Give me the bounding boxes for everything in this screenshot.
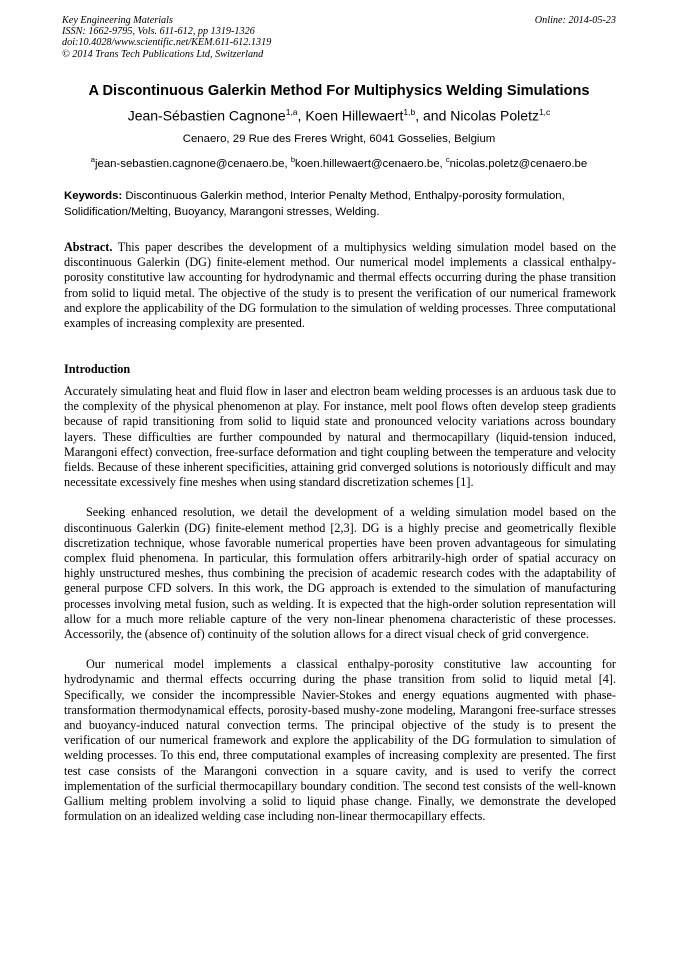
keywords-block [64, 188, 616, 220]
affiliation: Cenaero, 29 Rue des Freres Wright, 6041 Gosselies, Belgium [182, 133, 496, 145]
keywords-label: Keywords: [64, 190, 123, 202]
paragraph: Accurately simulating heat and fluid flow in laser and electron beam welding processes is an arduous task due to the complexity of the physical phenomenon at play. For instance, melt pool flows often develop steep gradients because of rapid transitioning from solid to liquid state and pronounced velocity variations across boundary layers. These difficulties are further compounded by natural and thermocapillary (liquid-tension induced, Marangoni effect) convection, free-surface deformation and tight coupling between the temperature and velocity fields. Because of these inherent specificities, attaining grid converged solutions is notoriously difficult and may necessitate excessively fine meshes when using standard discretization schemes [1]. [64, 384, 616, 490]
doi-line: doi:10.4028/www.scientific.net/KEM.611-612.1319 [62, 37, 272, 49]
introduction-body [64, 384, 616, 824]
author-affiliation-marker: 1,b [403, 107, 416, 117]
email-link[interactable]: jean-sebastien.cagnone@cenaero.be [94, 157, 285, 170]
journal-header [62, 15, 616, 60]
email-list [40, 155, 638, 170]
journal-name: Key Engineering Materials [62, 15, 173, 26]
author-affiliation-marker: 1,c [538, 107, 551, 117]
author-list [40, 107, 638, 124]
abstract-block [64, 240, 616, 331]
paper-title: A Discontinuous Galerkin Method For Multiphysics Welding Simulations [88, 83, 590, 99]
author-name: Koen Hillewaert [305, 107, 404, 124]
author-name: Nicolas Poletz [450, 107, 539, 124]
author-name: Jean-Sébastien Cagnone [127, 107, 286, 124]
section-heading-introduction: Introduction [64, 362, 131, 376]
keywords-text: Discontinuous Galerkin method, Interior Penalty Method, Enthalpy-porosity formulation, Solidification/Melting, Buoyancy, Marangoni stresses, Welding. [64, 190, 565, 218]
email-link[interactable]: koen.hillewaert@cenaero.be [295, 157, 440, 170]
online-date: Online: 2014-05-23 [534, 15, 616, 26]
author-affiliation-marker: 1,a [285, 107, 298, 117]
email-marker: a [90, 155, 95, 164]
email-marker: b [290, 155, 295, 164]
issn-line: ISSN: 1662-9795, Vols. 611-612, pp 1319-1326 [62, 26, 255, 38]
email-link[interactable]: nicolas.poletz@cenaero.be [449, 157, 588, 170]
paragraph: Our numerical model implements a classical enthalpy-porosity constitutive law accounting for hydrodynamic and thermal effects occurring during the phase transition from solid to liquid metal [4]. Specifically, we consider the incompressible Navier-Stokes and energy equations augmented with phase-transformation thermodynamical effects, porosity-based mushy-zone modeling, Marangoni free-surface stresses and buoyancy-induced natural convection terms. The principal objective of the study is to present the verification of our numerical framework and explore the applicability of the DG formulation to simulation of welding processes. To this end, three computational examples of increasing complexity are presented. The first test case consists of the Marangoni convection in a square cavity, and is used to verify the correct implementation of the surficial thermocapillary boundary condition. The second test consists of the well-known Gallium melting problem involving a solid to liquid phase change. Finally, we demonstrate the developed formulation on an idealized welding case including non-linear thermocapillary effects. [64, 657, 616, 824]
email-separator: , [439, 157, 446, 170]
email-separator: , [284, 157, 291, 170]
email-marker: c [445, 155, 450, 164]
abstract-label: Abstract. [64, 240, 113, 254]
paragraph: Seeking enhanced resolution, we detail the development of a welding simulation model based on the discontinuous Galerkin (DG) finite-element method [2,3]. DG is a highly precise and geometrically flexible discretization technique, whose favorable numerical properties have been proven advantageous for simulating complex fluid phenomena. In particular, this formulation offers arbitrarily-high order of spatial accuracy on highly unstructured meshes, thus combining the precision of academic research codes with the adaptability of general purpose CFD solvers. In this work, the DG approach is extended to the simulation of manufacturing processes involving metal fusion, such as welding. It is expected that the high-order solution representation will allow for a much more reliable capture of the very non-linear phenomena characteristic of these processes. Accessorily, the (absence of) continuity of the solution allows for a direct visual check of grid convergence. [64, 505, 616, 642]
author-separator: , [297, 107, 306, 124]
author-separator: , and [415, 107, 451, 124]
copyright-line: © 2014 Trans Tech Publications Ltd, Switzerland [62, 48, 264, 60]
abstract-text: This paper describes the development of a multiphysics welding simulation model based on the discontinuous Galerkin (DG) finite-element method. Our numerical model implements a classical enthalpy-porosity constitutive law accounting for hydrodynamic and thermal effects occurring during the phase transition from solid to liquid metal. The objective of the study is to present the verification of our numerical framework and explore the applicability of the DG formulation to the simulation of welding processes. Three computational examples of increasing complexity are presented. [64, 240, 616, 331]
